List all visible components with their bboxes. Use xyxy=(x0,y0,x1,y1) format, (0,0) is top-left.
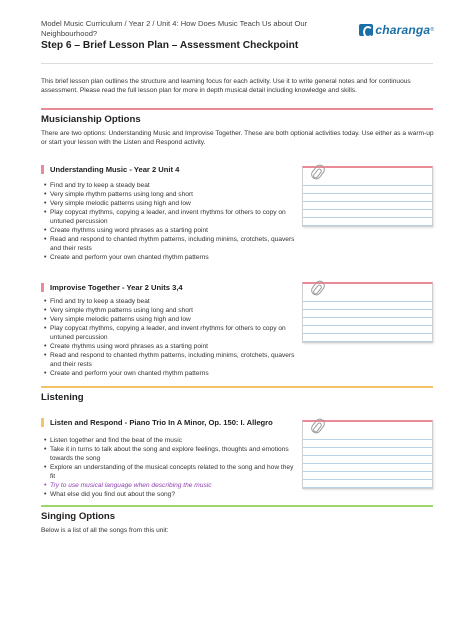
activity-title-text: Listen and Respond - Piano Trio In A Minor, Op. 150: I. Allegro xyxy=(50,418,273,427)
list-item: • Play copycat rhythms, copying a leader, and invent rhythms for others to copy on untuned percussion xyxy=(44,324,299,342)
notes-box[interactable] xyxy=(302,282,433,343)
page-title: Step 6 – Brief Lesson Plan – Assessment Checkpoint xyxy=(41,40,299,51)
header-divider xyxy=(41,63,433,64)
list-item: • Very simple rhythm patterns using long and short xyxy=(44,190,299,199)
singing-divider xyxy=(41,505,433,507)
notes-line xyxy=(303,310,432,318)
understanding-music-title xyxy=(41,165,179,174)
list-item: • Very simple melodic patterns using high and low xyxy=(44,199,299,208)
notes-box[interactable] xyxy=(302,166,433,227)
breadcrumb: Model Music Curriculum / Year 2 / Unit 4: How Does Music Teach Us about Our Neighbourhood? xyxy=(41,19,308,38)
listening-divider xyxy=(41,386,433,388)
section-marker xyxy=(41,165,44,174)
singing-heading: Singing Options xyxy=(41,511,116,522)
list-item: • What else did you find out about the song? xyxy=(44,490,299,499)
list-item: • Listen together and find the beat of the music xyxy=(44,436,299,445)
notes-line xyxy=(303,448,432,456)
section-marker xyxy=(41,283,44,292)
notes-line xyxy=(303,456,432,464)
list-item: • Very simple melodic patterns using high and low xyxy=(44,315,299,324)
listen-respond-list xyxy=(44,436,299,499)
list-item-emphasis: • Try to use musical language when describing the music xyxy=(44,481,299,490)
activity-title-text: Understanding Music - Year 2 Unit 4 xyxy=(50,165,180,174)
intro-text: This brief lesson plan outlines the structure and learning focus for each activity. Use it to write general notes and for continuous assessment. Please read the full lesson plan for more in depth musical detail including knowledge and skills. xyxy=(41,78,411,94)
notes-line xyxy=(303,334,432,342)
notes-line xyxy=(303,302,432,310)
charanga-logo xyxy=(359,23,434,37)
notes-line xyxy=(303,464,432,472)
list-item: • Take it in turns to talk about the song and explore feelings, thoughts and emotions towards the song xyxy=(44,445,299,463)
listening-heading: Listening xyxy=(41,392,84,403)
notes-line xyxy=(303,326,432,334)
musicianship-description: There are two options: Understanding Music and Improvise Together. These are both optional activities today. Use either as a warm-up or start your lesson with the Listen and Respond activity. xyxy=(41,130,434,146)
logo-registered-mark: ® xyxy=(430,27,434,33)
notes-line xyxy=(303,480,432,488)
improvise-together-list xyxy=(44,297,299,378)
notes-line xyxy=(303,218,432,226)
page-header xyxy=(41,19,436,51)
musicianship-heading: Musicianship Options xyxy=(41,114,141,125)
notes-line xyxy=(303,440,432,448)
charanga-logo-icon xyxy=(359,24,373,36)
list-item: • Read and respond to chanted rhythm patterns, including minims, crotchets, quavers and their rests xyxy=(44,351,299,369)
list-item: • Create and perform your own chanted rhythm patterns xyxy=(44,253,299,262)
list-item: • Find and try to keep a steady beat xyxy=(44,297,299,306)
list-item: • Read and respond to chanted rhythm patterns, including minims, crotchets, quavers and their rests xyxy=(44,235,299,253)
musicianship-divider xyxy=(41,108,433,110)
understanding-music-list xyxy=(44,181,299,262)
list-item: • Create and perform your own chanted rhythm patterns xyxy=(44,369,299,378)
list-item: • Find and try to keep a steady beat xyxy=(44,181,299,190)
singing-description: Below is a list of all the songs from this unit: xyxy=(41,527,169,534)
list-item: • Very simple rhythm patterns using long and short xyxy=(44,306,299,315)
activity-title-text: Improvise Together - Year 2 Units 3,4 xyxy=(50,283,183,292)
logo-text: charanga xyxy=(375,23,431,37)
list-item: • Create rhythms using word phrases as a starting point xyxy=(44,342,299,351)
notes-line xyxy=(303,202,432,210)
list-item: • Explore an understanding of the musical concepts related to the song and how they fit xyxy=(44,463,299,481)
notes-line xyxy=(303,210,432,218)
notes-line xyxy=(303,472,432,480)
section-marker xyxy=(41,418,44,427)
list-item: • Play copycat rhythms, copying a leader, and invent rhythms for others to copy on untuned percussion xyxy=(44,208,299,226)
improvise-together-title xyxy=(41,283,183,292)
notes-line xyxy=(303,186,432,194)
notes-line xyxy=(303,194,432,202)
listen-respond-title xyxy=(41,418,273,427)
list-item: • Create rhythms using word phrases as a starting point xyxy=(44,226,299,235)
notes-box[interactable] xyxy=(302,420,433,489)
notes-line xyxy=(303,318,432,326)
